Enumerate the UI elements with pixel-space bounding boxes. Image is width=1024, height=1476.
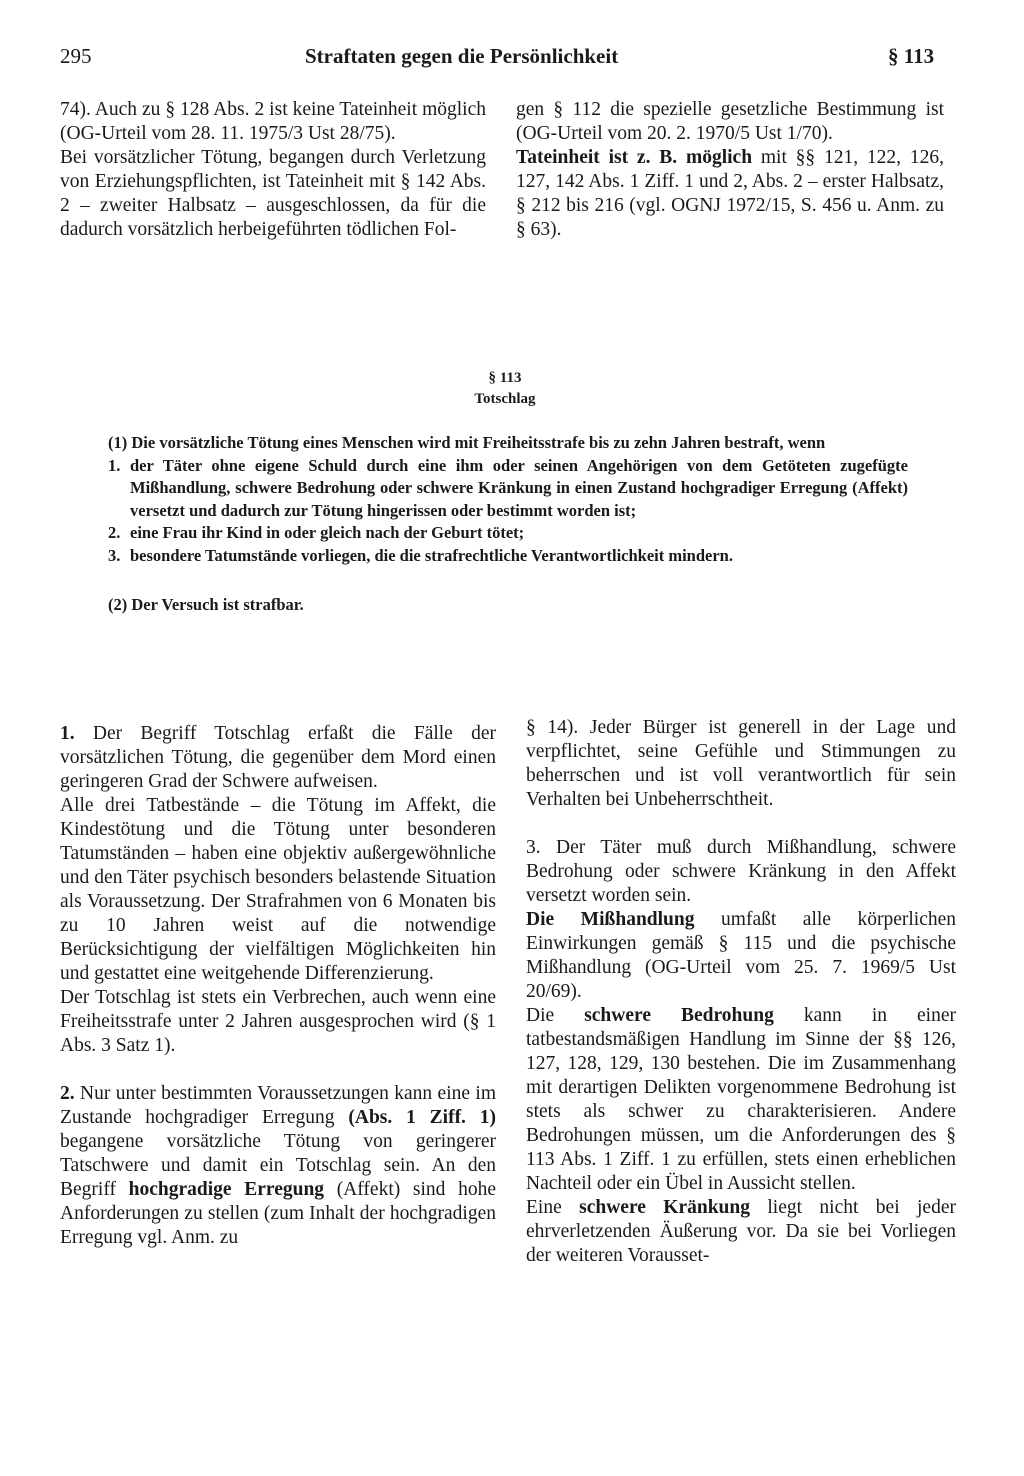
paragraph [526,1196,956,1268]
paragraph [526,908,956,1004]
section-heading [0,368,1010,410]
note-number: 3. [526,837,541,858]
running-title: Straftaten gegen die Persönlichkeit [305,44,619,68]
bold-phrase: hochgradige Erregung [128,1179,325,1200]
page-number: 295 [60,44,92,68]
bold-phrase: schwere Kränkung [579,1197,750,1218]
item-number: 3. [108,545,121,565]
list-item [108,545,908,568]
statute-text [108,432,908,617]
statute-paragraph-1: (1) Die vorsätzliche Tötung eines Menschen wird mit Freiheitsstrafe bis zu zehn Jahren bestraft, wenn [108,433,826,452]
paragraph: Bei vorsätzlicher Tötung, begangen durch Verletzung von Erziehungspflichten, ist Tateinheit mit § 142 Abs. 2 – zweiter Halbsatz – ausgeschlossen, da für die dadurch vorsätzlich herbeigeführten tödlichen Fol- [60,147,486,240]
text-run: mit §§ 121, 122, 126, 127, 142 Abs. 1 Ziff. 1 und 2, Abs. 2 – erster Halbsatz, § 212 bis 216 (vgl. OGNJ 1972/15, S. 456 u. Anm. zu § 63). [516,147,944,240]
paragraph [526,836,956,908]
section-number: § 113 [488,370,522,386]
paragraph: gen § 112 die spezielle gesetzliche Bestimmung ist (OG-Urteil vom 20. 2. 1970/5 Ust 1/70). [516,99,944,144]
section-marker: § 113 [888,44,935,68]
text-run: Nur unter bestimmten Voraussetzungen kann eine im Zustande hochgradiger Erregung [60,1083,496,1128]
statute-list [108,455,908,568]
paragraph: § 14). Jeder Bürger ist generell in der Lage und verpflichtet, seine Gefühle und Stimmungen zu beherrschen und ist voll verantwortlich für sein Verhalten bei Unbeherrschtheit. [526,717,956,810]
top-left-column [60,98,486,242]
bold-phrase: Die Mißhandlung [526,909,695,930]
paragraph [526,1004,956,1196]
paragraph: Alle drei Tatbestände – die Tötung im Affekt, die Kindestötung und die Tötung unter besonderen Tatumständen – haben eine objektiv außergewöhnliche und den Täter psychisch besonders belastende Situation als Voraussetzung. Der Strafrahmen von 6 Monaten bis zu 10 Jahren weist auf die notwendige Berücksichtigung der vielfältigen Möglichkeiten hin und gestattet eine weitgehende Differenzierung. [60,795,496,984]
item-number: 1. [108,455,121,475]
statute-paragraph-2: (2) Der Versuch ist strafbar. [108,595,304,614]
text-run: Die [526,1005,585,1026]
item-number: 2. [108,523,121,542]
paragraph [516,146,944,242]
text-run: Der Täter muß durch Mißhandlung, schwere Bedrohung oder schwere Kränkung in den Affekt versetzt worden sein. [526,837,956,906]
text-run: Eine [526,1197,580,1218]
item-text: eine Frau ihr Kind in oder gleich nach der Geburt tötet; [130,523,525,542]
commentary-right-column [526,716,956,1268]
text-run: begangene vorsätzliche Tötung von geringerer Tatschwere und damit ein Totschlag sein. An den Begriff [60,1131,496,1200]
commentary-left-column [60,722,496,1250]
section-title: Totschlag [474,391,536,407]
paragraph [60,1082,496,1250]
note-number: 1. [60,723,75,744]
bold-phrase: schwere Bedrohung [584,1005,774,1026]
item-text: der Täter ohne eigene Schuld durch eine ihm oder seinen Angehörigen von dem Getöteten zugefügte Mißhandlung, schwere Bedrohung oder schwere Kränkung in einen Zustand hochgradiger Erregung (Affekt) versetzt und dadurch zur Tötung hingerissen oder bestimmt worden ist; [130,455,908,520]
bold-phrase: Tateinheit ist z. B. möglich [516,147,753,168]
list-item [108,455,908,523]
top-right-column [516,98,944,242]
text-run: liegt nicht bei jeder ehrverletzenden Äußerung vor. Da sie bei Vorliegen der weiteren Vorausset- [526,1197,956,1266]
paragraph: Der Totschlag ist stets ein Verbrechen, auch wenn eine Freiheitsstrafe unter 2 Jahren ausgesprochen wird (§ 1 Abs. 3 Satz 1). [60,987,496,1056]
note-number: 2. [60,1083,75,1104]
text-run: kann in einer tatbestandsmäßigen Handlung im Sinne der §§ 126, 127, 128, 129, 130 bestehen. Die im Zusammenhang mit derartigen Delikten vorgenommene Bedrohung ist stets als schwer zu charakterisieren. Andere Bedrohungen müssen, um die Anforderungen des § 113 Abs. 1 Ziff. 1 zu erfüllen, stets einen erheblichen Nachteil oder ein Übel in Aussicht stellen. [526,1005,956,1194]
bold-phrase: (Abs. 1 Ziff. 1) [348,1107,497,1128]
list-item [108,522,908,545]
item-text: besondere Tatumstände vorliegen, die die strafrechtliche Verantwortlichkeit mindern. [130,545,733,565]
text-run: (Affekt) sind hohe Anforderungen zu stellen (zum Inhalt der hochgradigen Erregung vgl. Anm. zu [60,1179,496,1248]
paragraph: 74). Auch zu § 128 Abs. 2 ist keine Tateinheit möglich (OG-Urteil vom 28. 11. 1975/3 Ust 28/75). [60,99,486,144]
text-run: Der Begriff Totschlag erfaßt die Fälle der vorsätzlichen Tötung, die gegenüber dem Mord einen geringeren Grad der Schwere aufweisen. [60,723,496,792]
text-run: umfaßt alle körperlichen Einwirkungen gemäß § 115 und die psychische Mißhandlung (OG-Urteil vom 25. 7. 1969/5 Ust 20/69). [526,909,956,1002]
paragraph [60,722,496,794]
